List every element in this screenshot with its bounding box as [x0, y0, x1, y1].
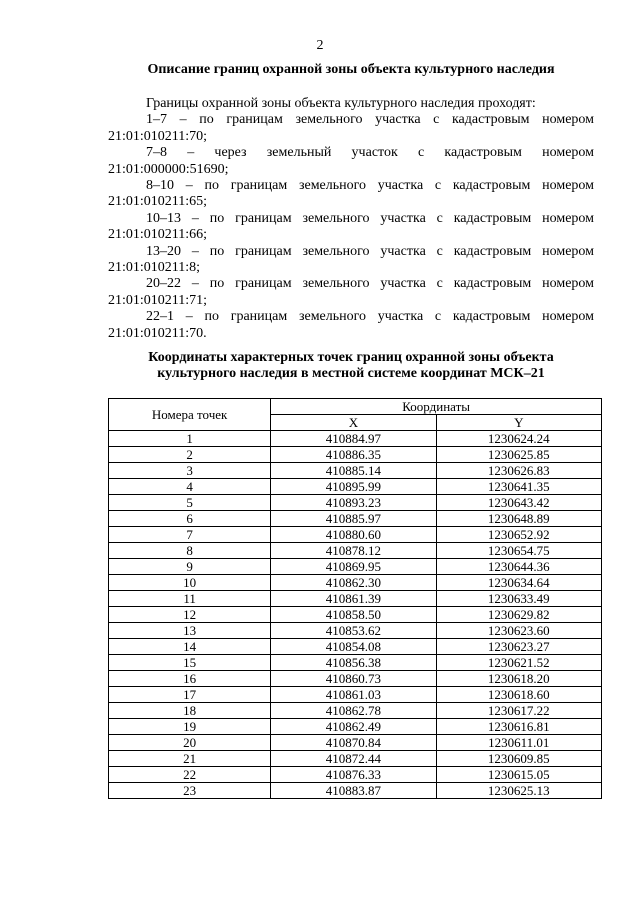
boundary-intro: Границы охранной зоны объекта культурного наследия проходят:	[146, 96, 536, 111]
x-coordinate-cell: 410862.49	[271, 719, 436, 735]
x-coordinate-cell: 410858.50	[271, 607, 436, 623]
x-coordinate-cell: 410884.97	[271, 431, 436, 447]
point-number-cell: 21	[109, 751, 271, 767]
point-number-cell: 12	[109, 607, 271, 623]
x-coordinate-cell: 410856.38	[271, 655, 436, 671]
table-row	[109, 687, 602, 703]
x-coordinate-cell: 410872.44	[271, 751, 436, 767]
y-coordinate-cell: 1230618.20	[436, 671, 601, 687]
table-row	[109, 655, 602, 671]
x-coordinate-cell: 410861.03	[271, 687, 436, 703]
x-coordinate-cell: 410885.14	[271, 463, 436, 479]
cadastral-number: 21:01:010211:70;	[108, 128, 208, 144]
table-row	[109, 527, 602, 543]
x-coordinate-cell: 410893.23	[271, 495, 436, 511]
x-coordinate-cell: 410861.39	[271, 591, 436, 607]
coordinates-title	[108, 350, 594, 382]
table-row	[109, 479, 602, 495]
point-number-cell: 22	[109, 767, 271, 783]
table-row	[109, 543, 602, 559]
boundary-description-title: Описание границ охранной зоны объекта культурного наследия	[147, 62, 555, 77]
boundary-segment-text: 22–1 – по границам земельного участка с кадастровым номером	[146, 309, 594, 325]
y-coordinate-cell: 1230609.85	[436, 751, 601, 767]
table-row	[109, 639, 602, 655]
y-coordinate-cell: 1230617.22	[436, 703, 601, 719]
point-number-cell: 5	[109, 495, 271, 511]
x-coordinate-cell: 410883.87	[271, 783, 436, 799]
boundary-description	[108, 96, 594, 342]
coordinates-table	[108, 398, 602, 799]
y-coordinate-cell: 1230629.82	[436, 607, 601, 623]
table-row	[109, 575, 602, 591]
x-coordinate-cell: 410895.99	[271, 479, 436, 495]
y-coordinate-cell: 1230625.85	[436, 447, 601, 463]
x-coordinate-cell: 410853.62	[271, 623, 436, 639]
y-coordinate-cell: 1230616.81	[436, 719, 601, 735]
boundary-segment-text: 8–10 – по границам земельного участка с кадастровым номером	[146, 178, 594, 194]
point-number-cell: 6	[109, 511, 271, 527]
table-row	[109, 447, 602, 463]
x-coordinate-cell: 410878.12	[271, 543, 436, 559]
y-coordinate-cell: 1230633.49	[436, 591, 601, 607]
table-row	[109, 591, 602, 607]
header-point-numbers: Номера точек	[109, 399, 271, 431]
table-row	[109, 783, 602, 799]
y-coordinate-cell: 1230618.60	[436, 687, 601, 703]
x-coordinate-cell: 410880.60	[271, 527, 436, 543]
point-number-cell: 19	[109, 719, 271, 735]
table-row	[109, 463, 602, 479]
point-number-cell: 10	[109, 575, 271, 591]
cadastral-number: 21:01:010211:66;	[108, 227, 208, 243]
boundary-segment-text: 20–22 – по границам земельного участка с кадастровым номером	[146, 276, 594, 292]
boundary-segments	[108, 112, 594, 342]
boundary-segment-text: 1–7 – по границам земельного участка с кадастровым номером	[146, 112, 594, 128]
y-coordinate-cell: 1230652.92	[436, 527, 601, 543]
cadastral-number: 21:01:010211:65;	[108, 194, 208, 210]
point-number-cell: 8	[109, 543, 271, 559]
x-coordinate-cell: 410862.78	[271, 703, 436, 719]
header-y: Y	[436, 415, 601, 431]
y-coordinate-cell: 1230615.05	[436, 767, 601, 783]
coordinates-title-line-2: культурного наследия в местной системе координат МСК–21	[157, 366, 545, 381]
table-row	[109, 607, 602, 623]
coordinates-table-body	[109, 431, 602, 799]
boundary-segment-text: 10–13 – по границам земельного участка с кадастровым номером	[146, 210, 594, 226]
point-number-cell: 2	[109, 447, 271, 463]
coordinates-title-line-1: Координаты характерных точек границ охранной зоны объекта	[148, 350, 554, 365]
table-row	[109, 511, 602, 527]
x-coordinate-cell: 410886.35	[271, 447, 436, 463]
point-number-cell: 7	[109, 527, 271, 543]
cadastral-number: 21:01:010211:8;	[108, 260, 201, 276]
table-row	[109, 559, 602, 575]
point-number-cell: 17	[109, 687, 271, 703]
table-row	[109, 623, 602, 639]
y-coordinate-cell: 1230634.64	[436, 575, 601, 591]
x-coordinate-cell: 410876.33	[271, 767, 436, 783]
y-coordinate-cell: 1230624.24	[436, 431, 601, 447]
y-coordinate-cell: 1230625.13	[436, 783, 601, 799]
x-coordinate-cell: 410860.73	[271, 671, 436, 687]
x-coordinate-cell: 410869.95	[271, 559, 436, 575]
y-coordinate-cell: 1230641.35	[436, 479, 601, 495]
point-number-cell: 20	[109, 735, 271, 751]
point-number-cell: 4	[109, 479, 271, 495]
table-row	[109, 767, 602, 783]
point-number-cell: 16	[109, 671, 271, 687]
y-coordinate-cell: 1230623.27	[436, 639, 601, 655]
x-coordinate-cell: 410870.84	[271, 735, 436, 751]
point-number-cell: 15	[109, 655, 271, 671]
x-coordinate-cell: 410885.97	[271, 511, 436, 527]
y-coordinate-cell: 1230626.83	[436, 463, 601, 479]
x-coordinate-cell: 410862.30	[271, 575, 436, 591]
page-number: 2	[316, 38, 324, 53]
boundary-segment-text: 7–8 – через земельный участок с кадастровым номером	[146, 145, 594, 161]
y-coordinate-cell: 1230621.52	[436, 655, 601, 671]
table-row	[109, 751, 602, 767]
table-row	[109, 719, 602, 735]
point-number-cell: 13	[109, 623, 271, 639]
point-number-cell: 3	[109, 463, 271, 479]
cadastral-number: 21:01:000000:51690;	[108, 161, 229, 177]
x-coordinate-cell: 410854.08	[271, 639, 436, 655]
y-coordinate-cell: 1230654.75	[436, 543, 601, 559]
point-number-cell: 14	[109, 639, 271, 655]
y-coordinate-cell: 1230611.01	[436, 735, 601, 751]
point-number-cell: 1	[109, 431, 271, 447]
y-coordinate-cell: 1230623.60	[436, 623, 601, 639]
header-x: X	[271, 415, 436, 431]
header-coordinates: Координаты	[271, 399, 602, 415]
y-coordinate-cell: 1230648.89	[436, 511, 601, 527]
table-row	[109, 703, 602, 719]
table-row	[109, 431, 602, 447]
point-number-cell: 9	[109, 559, 271, 575]
table-row	[109, 495, 602, 511]
boundary-segment-text: 13–20 – по границам земельного участка с кадастровым номером	[146, 243, 594, 259]
y-coordinate-cell: 1230643.42	[436, 495, 601, 511]
table-row	[109, 671, 602, 687]
cadastral-number: 21:01:010211:70.	[108, 325, 207, 341]
table-row	[109, 735, 602, 751]
cadastral-number: 21:01:010211:71;	[108, 292, 208, 308]
point-number-cell: 11	[109, 591, 271, 607]
point-number-cell: 23	[109, 783, 271, 799]
y-coordinate-cell: 1230644.36	[436, 559, 601, 575]
point-number-cell: 18	[109, 703, 271, 719]
